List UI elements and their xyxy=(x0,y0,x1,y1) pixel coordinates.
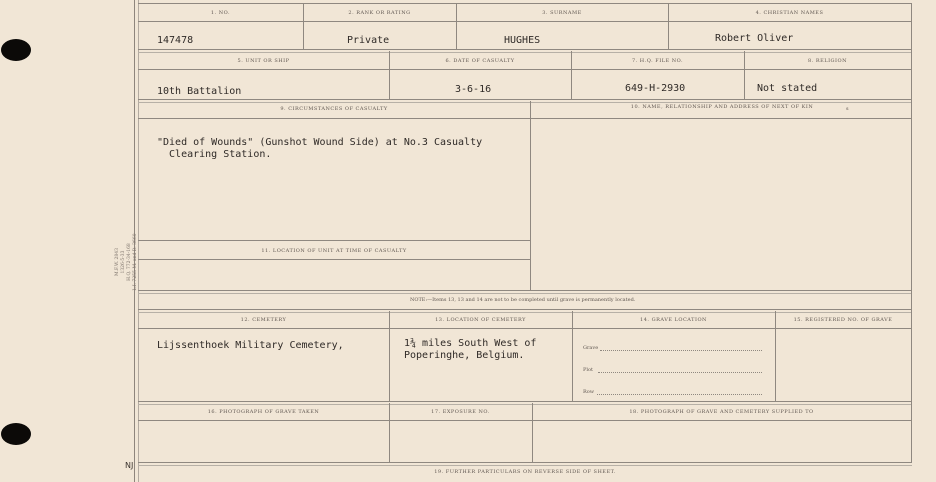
label-registered-no: 15. REGISTERED NO. OF GRAVE xyxy=(793,317,893,323)
punch-hole-bottom xyxy=(1,423,31,445)
value-christian-names: Robert Oliver xyxy=(715,33,794,44)
rule xyxy=(572,311,573,401)
rule xyxy=(138,3,912,4)
note-text: NOTE:—Items 13, 13 and 14 are not to be completed until grave is permanently located. xyxy=(410,297,636,303)
rule xyxy=(138,462,912,466)
label-christian-names: 4. CHRISTIAN NAMES xyxy=(755,10,824,16)
label-surname: 3. SURNAME xyxy=(542,10,582,16)
rule xyxy=(389,311,390,401)
rule xyxy=(138,49,912,53)
label-location-of-cemetery: 13. LOCATION OF CEMETERY xyxy=(435,317,526,323)
label-photo-supplied: 18. PHOTOGRAPH OF GRAVE AND CEMETERY SUPPLIED TO xyxy=(629,409,814,415)
rule xyxy=(775,311,776,401)
grave-line xyxy=(600,350,762,351)
label-unit: 5. UNIT OR SHIP xyxy=(237,58,290,64)
value-hq-file: 649-H-2930 xyxy=(625,83,686,94)
value-surname: HUGHES xyxy=(504,35,541,46)
value-unit: 10th Battalion xyxy=(157,86,242,97)
label-no: 1. NO. xyxy=(210,10,231,16)
rule xyxy=(138,401,912,405)
rule xyxy=(138,21,912,22)
label-plot: Plot xyxy=(583,367,593,373)
label-row: Row xyxy=(583,389,595,395)
value-rank: Private xyxy=(347,35,390,46)
label-location-of-unit: 11. LOCATION OF UNIT AT TIME OF CASUALTY xyxy=(261,248,407,254)
value-location-of-cemetery: 1¾ miles South West of Poperinghe, Belgium. xyxy=(404,338,537,361)
label-grave: Grave xyxy=(583,345,599,351)
value-religion: Not stated xyxy=(757,83,818,94)
label-next-of-kin: 10. NAME, RELATIONSHIP AND ADDRESS OF NEXT OF KIN xyxy=(630,104,814,110)
label-cemetery: 12. CEMETERY xyxy=(240,317,287,323)
print-code: M.F.W. 2843 1326-5-33 H.Q. 772-34-168 L.I. 7255-M. and D. 3660 xyxy=(115,233,138,291)
rule xyxy=(530,101,531,290)
rule xyxy=(138,118,912,119)
value-circumstances: "Died of Wounds" (Gunshot Wound Side) at No.3 Casualty Clearing Station. xyxy=(157,137,483,160)
rule xyxy=(138,240,530,241)
rule xyxy=(138,99,912,103)
punch-hole-top xyxy=(1,39,31,61)
label-date: 6. DATE OF CASUALTY xyxy=(445,58,515,64)
value-date: 3-6-16 xyxy=(455,84,492,95)
rule xyxy=(138,290,912,294)
label-religion: 8. RELIGION xyxy=(807,58,847,64)
label-grave-location: 14. GRAVE LOCATION xyxy=(640,317,707,323)
label-rank: 2. RANK OR RATING xyxy=(348,10,411,16)
label-photo-taken: 16. PHOTOGRAPH OF GRAVE TAKEN xyxy=(207,409,320,415)
label-hq-file: 7. H.Q. FILE NO. xyxy=(631,58,684,64)
value-no: 147478 xyxy=(157,35,194,46)
small-mark: s xyxy=(846,106,849,112)
nj-mark: NJ xyxy=(125,461,134,470)
label-exposure: 17. EXPOSURE NO. xyxy=(431,409,490,415)
label-circumstances: 9. CIRCUMSTANCES OF CASUALTY xyxy=(280,106,388,112)
rule xyxy=(138,309,912,313)
plot-line xyxy=(598,372,762,373)
row-line xyxy=(597,394,762,395)
label-further-particulars: 19. FURTHER PARTICULARS ON REVERSE SIDE OF SHEET. xyxy=(434,469,616,475)
rule xyxy=(138,259,530,260)
rule xyxy=(138,69,912,70)
rule xyxy=(138,420,912,421)
rule xyxy=(138,328,912,329)
rule xyxy=(911,3,912,463)
value-cemetery: Lijssenthoek Military Cemetery, xyxy=(157,340,344,351)
